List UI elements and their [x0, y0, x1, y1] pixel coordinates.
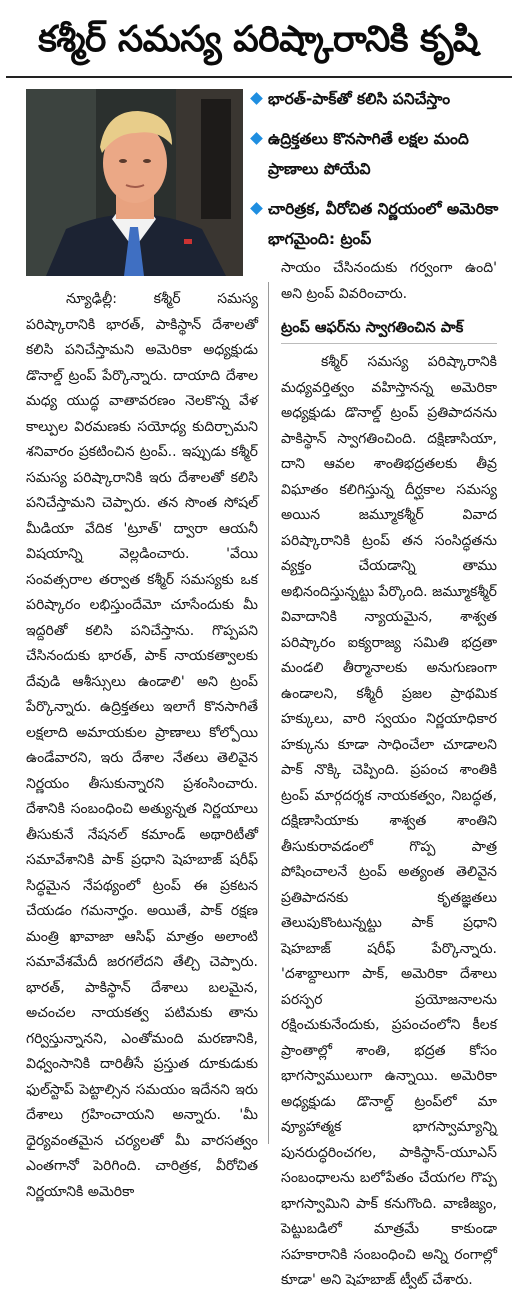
highlights-box — [248, 84, 510, 264]
headline-rule — [6, 76, 512, 78]
diamond-bullet-icon — [250, 202, 263, 215]
article-column-right — [281, 256, 497, 1294]
article-photo — [26, 89, 243, 276]
column-divider — [268, 282, 269, 1144]
diamond-bullet-icon — [250, 132, 263, 145]
diamond-bullet-icon — [250, 92, 263, 105]
body-paragraph: సాయం చేసినందుకు గర్వంగా ఉంది' అని ట్రంప్ వివరించారు. — [281, 260, 497, 302]
body-paragraph: కశ్మీర్ సమస్య పరిష్కారానికి మధ్యవర్తిత్వం వహిస్తానన్న అమెరికా అధ్యక్షుడు డొనాల్డ్ ట్రంప్ ప్రతిపాదనను పాకిస్థాన్ స్వాగతించింది. దక్షిణాసియా, దాని ఆవల శాంతిభద్రతలకు తీవ్ర విఘాతం కలిగిస్తున్న దీర్ఘకాల సమస్య అయిన జమ్మూకశ్మీర్ వివాద పరిష్కారానికి ట్రంప్ తన సంసిద్ధతను వ్యక్తం చేయడాన్ని తాము అభినందిస్తున్నట్టు పేర్కొంది. జమ్మూకశ్మీర్ వివాదానికి న్యాయమైన, శాశ్వత పరిష్కారం ఐక్యరాజ్య సమితి భద్రతా మండలి తీర్మానాలకు అనుగుణంగా ఉండాలని, కశ్మీరీ ప్రజల ప్రాథమిక హక్కులు, వారి స్వయం నిర్ణయాధికార హక్కును కూడా సాధించేలా చూడాలని పాక్ నొక్కి చెప్పింది. ప్రపంచ శాంతికి ట్రంప్ మార్గదర్శక నాయకత్వం, నిబద్ధత, దక్షిణాసియాకు శాశ్వత శాంతిని తీసుకురావడంలో గొప్ప పాత్ర పోషించాలనే ట్రంప్ అత్యంత తెలివైన ప్రతిపాదనకు కృతజ్ఞతలు తెలుపుకొంటున్నట్టు పాక్ ప్రధాని షెహబాజ్ షరీఫ్ పేర్కొన్నారు. 'దశాబ్దాలుగా పాక్, అమెరికా దేశాలు పరస్పర ప్రయోజనాలను రక్షించుకునేందుకు, ప్రపంచంలోని కీలక ప్రాంతాల్లో శాంతి, భద్రత కోసం భాగస్వాములుగా ఉన్నాయి. అమెరికా అధ్యక్షుడు డొనాల్డ్ ట్రంప్‌లో మా వ్యూహాత్మక భాగస్వామ్యాన్ని పునరుద్ధరించగల, పాకిస్థాన్-యూఎస్ సంబంధాలను బలోపేతం చేయగల గొప్ప భాగస్వామిని పాక్ కనుగొంది. వాణిజ్యం, పెట్టుబడిలో మాత్రమే కాకుండా సహకారానికి సంబంధించి అన్ని రంగాల్లో కూడా' అని షెహబాజ్ ట్వీట్ చేశారు. — [281, 354, 497, 1288]
subheading: ట్రంప్ ఆఫర్‌ను స్వాగతించిన పాక్ — [281, 315, 497, 344]
portrait-image — [26, 89, 243, 276]
highlight-item: భారత్-పాక్‌తో కలిసి పనిచేస్తాం — [248, 84, 510, 114]
highlight-item: ఉద్రిక్తతలు కొనసాగితే లక్షల మంది ప్రాణాలు పోయేవి — [248, 124, 510, 184]
body-paragraph: న్యూఢిల్లీ: కశ్మీర్ సమస్య పరిష్కారానికి భారత్, పాకిస్థాన్ దేశాలతో కలిసి పనిచేస్తామని అమెరికా అధ్యక్షుడు డొనాల్డ్ ట్రంప్ పేర్కొన్నారు. దాయాది దేశాల మధ్య యుద్ధ వాతావరణం నెలకొన్న వేళ కాల్పుల విరమణకు సయోధ్య కుదిర్చామని శనివారం ప్రకటించిన ట్రంప్.. ఇప్పుడు కశ్మీర్ సమస్య పరిష్కారానికి ఇరు దేశాలతో కలిసి పనిచేస్తామని చెప్పారు. తన సొంత సోషల్ మీడియా వేదిక 'ట్రూత్' ద్వారా ఆయనీ విషయాన్ని వెల్లడించారు. 'వేయి సంవత్సరాల తర్వాత కశ్మీర్ సమస్యకు ఒక పరిష్కారం లభిస్తుందేమో చూసేందుకు మీ ఇద్దరితో కలిసి పనిచేస్తాను. గొప్పపని చేసినందుకు భారత్, పాక్ నాయకత్వాలకు దేవుడి ఆశీస్సులు ఉండాలి' అని ట్రంప్ పేర్కొన్నారు. ఉద్రిక్తతలు ఇలాగే కొనసాగితే లక్షలాది అమాయకుల ప్రాణాలు కోల్పోయి ఉండేవారని, ఇరు దేశాల నేతలు తెలివైన నిర్ణయం తీసుకున్నారని ప్రశంసించారు. దేశానికి సంబంధించి అత్యున్నత నిర్ణయాలు తీసుకునే నేషనల్ కమాండ్ అథారిటీతో సమావేశానికి పాక్ ప్రధాని షెహబాజ్ షరీఫ్ సిద్ధమైన నేపథ్యంలో ట్రంప్ ఈ ప్రకటన చేయడం గమనార్హం. అయితే, పాక్ రక్షణ మంత్రి ఖావాజా ఆసిఫ్ మాత్రం అలాంటి సమావేశమేదీ జరగలేదని తేల్చి చెప్పారు. భారత్, పాకిస్థాన్ దేశాలు బలమైన, అచంచల నాయకత్వ పటిమకు తాను గర్విస్తున్నానని, ఎంతోమంది మరణానికి, విధ్వంసానికి దారితీసే ప్రస్తుత దూకుడుకు ఫుల్‌స్టాప్ పెట్టాల్సిన సమయం ఇదేనని ఇరు దేశాలు గ్రహించాయని అన్నారు. 'మీ ధైర్యవంతమైన చర్యలతో మీ వారసత్వం ఎంతగానో పెరిగింది. చారిత్రక, వీరోచిత నిర్ణయానికి అమెరికా — [26, 291, 258, 1200]
article-column-left — [26, 287, 258, 1205]
headline: కశ్మీర్ సమస్య పరిష్కారానికి కృషి — [38, 19, 478, 60]
highlight-item: చారిత్రక, వీరోచిత నిర్ణయంలో అమెరికా భాగమైంది: ట్రంప్ — [248, 194, 510, 254]
